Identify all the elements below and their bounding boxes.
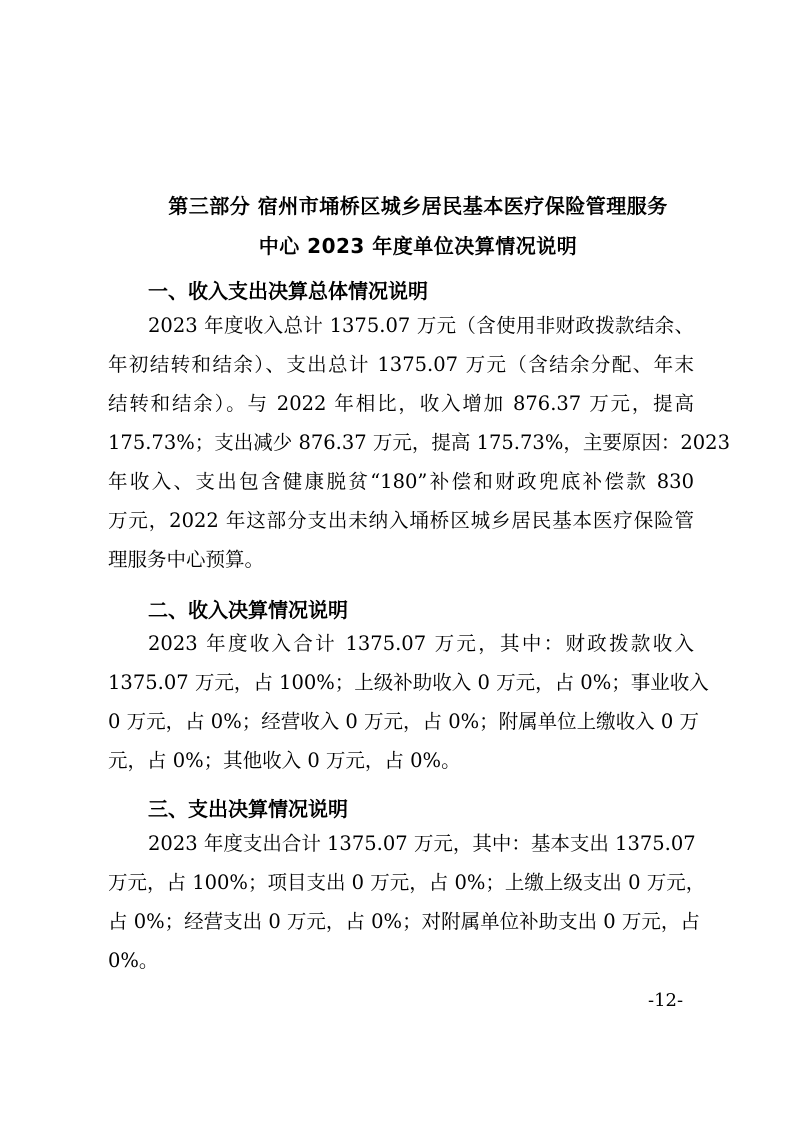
section-1-body xyxy=(108,306,730,579)
section-2-line-4: 元，占 0%；其他收入 0 万元，占 0%。 xyxy=(108,749,461,772)
page-number: -12- xyxy=(648,990,684,1011)
section-1-line-2: 年初结转和结余）、支出总计 1375.07 万元（含结余分配、年末 xyxy=(108,353,694,376)
section-3-line-3: 占 0%；经营支出 0 万元，占 0%；对附属单位补助支出 0 万元，占 xyxy=(108,910,700,933)
section-2-body xyxy=(108,624,709,780)
section-3-body xyxy=(108,824,706,980)
section-1-line-4: 175.73%；支出减少 876.37 万元，提高 175.73%，主要原因：2023 xyxy=(108,431,730,454)
section-3-heading: 三、支出决算情况说明 xyxy=(148,797,348,821)
section-2-line-3: 0 万元，占 0%；经营收入 0 万元，占 0%；附属单位上缴收入 0 万 xyxy=(108,710,699,733)
section-1-line-1: 2023 年度收入总计 1375.07 万元（含使用非财政拨款结余、 xyxy=(148,314,694,337)
section-3-line-4: 0%。 xyxy=(108,949,159,972)
section-1-heading: 一、收入支出决算总体情况说明 xyxy=(148,279,428,303)
section-2-heading: 二、收入决算情况说明 xyxy=(148,598,348,622)
section-3-line-2: 万元，占 100%；项目支出 0 万元，占 0%；上缴上级支出 0 万元， xyxy=(108,871,706,894)
section-1-line-3: 结转和结余）。与 2022 年相比，收入增加 876.37 万元，提高 xyxy=(108,392,694,415)
document-title-line-2: 中心 2023 年度单位决算情况说明 xyxy=(258,234,578,258)
section-1-line-5: 年收入、支出包含健康脱贫“180”补偿和财政兜底补偿款 830 xyxy=(108,470,694,493)
section-1-line-7: 理服务中心预算。 xyxy=(108,548,265,571)
section-1-line-6: 万元，2022 年这部分支出未纳入埇桥区城乡居民基本医疗保险管 xyxy=(108,509,694,532)
section-2-line-2: 1375.07 万元，占 100%；上级补助收入 0 万元，占 0%；事业收入 xyxy=(108,671,709,694)
section-2-line-1: 2023 年度收入合计 1375.07 万元，其中：财政拨款收入 xyxy=(148,632,694,655)
section-3-line-1: 2023 年度支出合计 1375.07 万元，其中：基本支出 1375.07 xyxy=(148,832,696,855)
document-title-line-1: 第三部分 宿州市埇桥区城乡居民基本医疗保险管理服务 xyxy=(168,194,668,218)
